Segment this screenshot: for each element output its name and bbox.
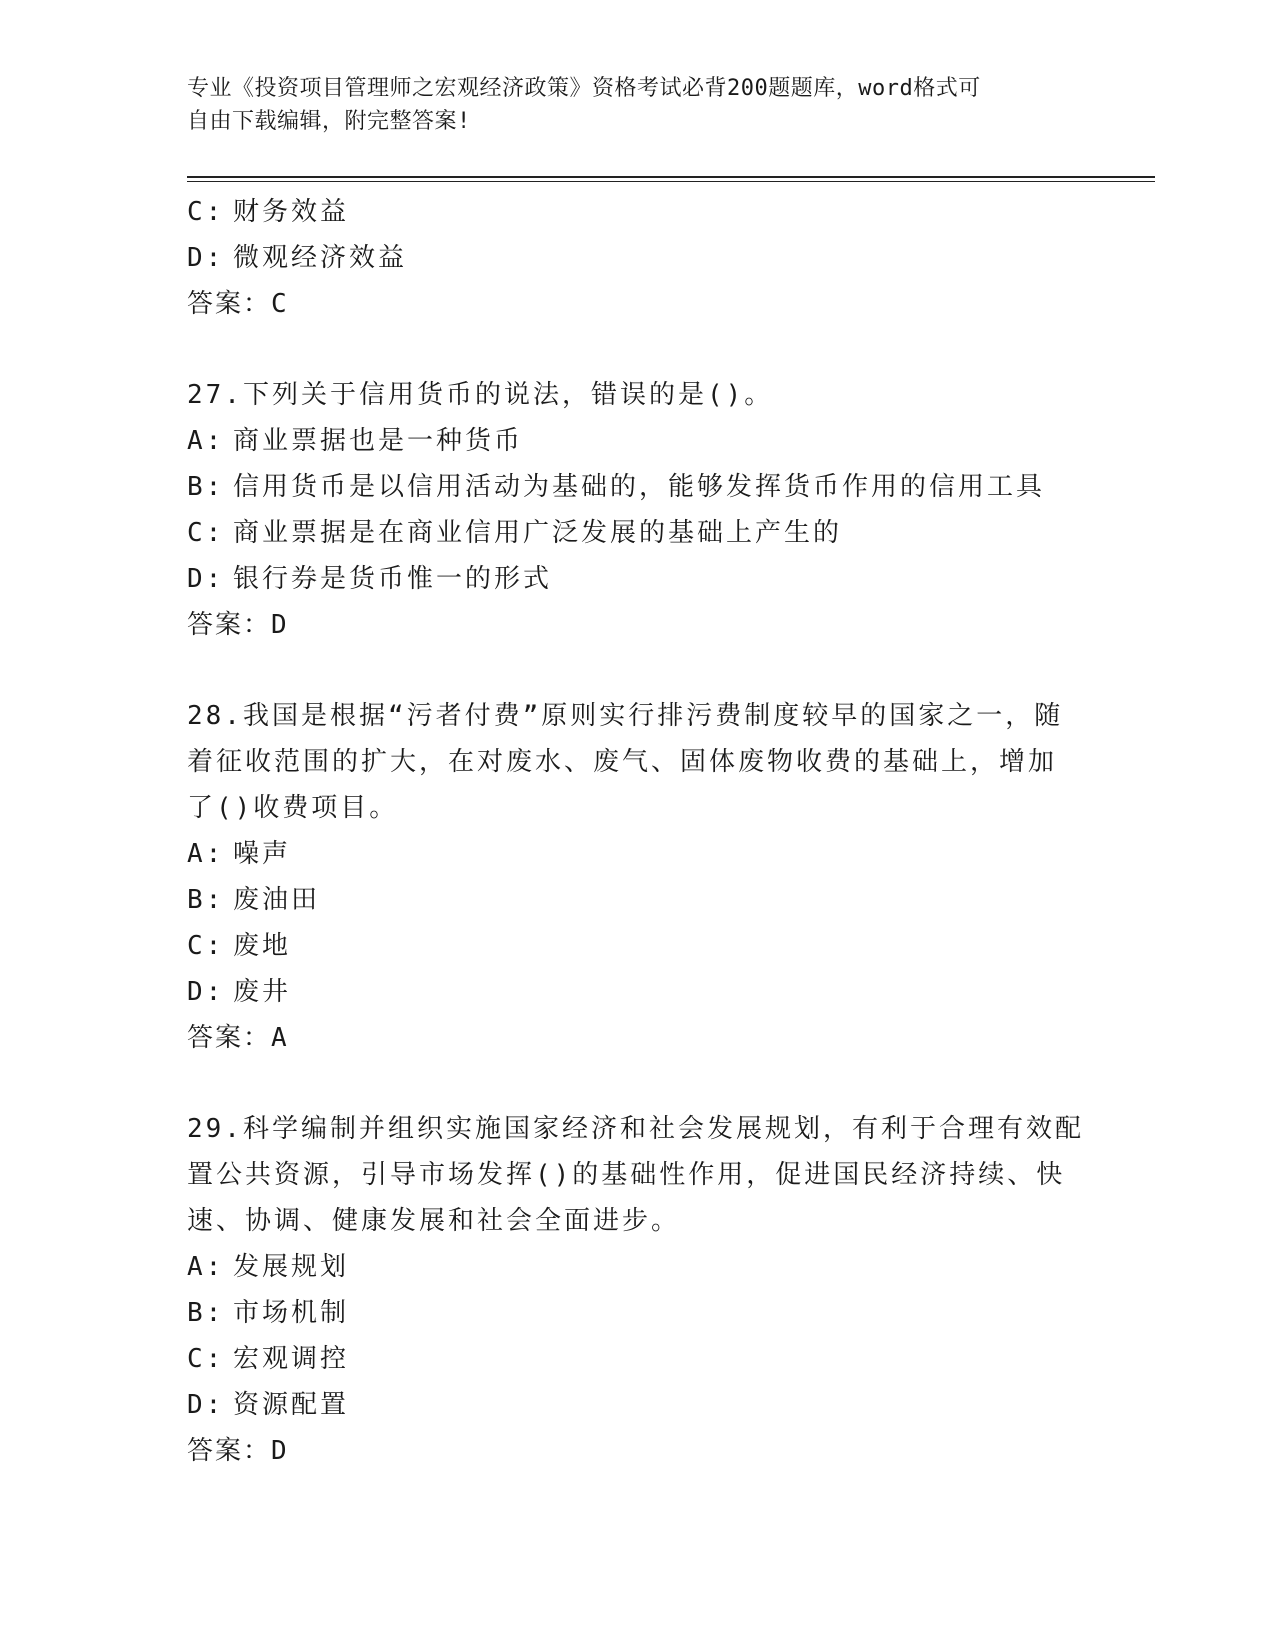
option-label: D: [187, 977, 225, 1007]
option-b [187, 464, 1087, 510]
option-a [187, 418, 1087, 464]
question-stem: 29.科学编制并组织实施国家经济和社会发展规划，有利于合理有效配 置公共资源，引导市场发挥()的基础性作用，促进国民经济持续、快 速、协调、健康发展和社会全面进步。 [187, 1114, 1084, 1236]
question-block [187, 1106, 1087, 1474]
option-text: 噪声 [233, 839, 292, 869]
header-line-1: 专业《投资项目管理师之宏观经济政策》资格考试必背200题题库，word格式可 [187, 76, 981, 101]
answer: 答案：D [187, 1436, 289, 1466]
option-text: 商业票据是在商业信用广泛发展的基础上产生的 [233, 518, 843, 548]
question-stem: 27.下列关于信用货币的说法，错误的是()。 [187, 380, 774, 410]
answer: 答案：D [187, 610, 289, 640]
answer: 答案：C [187, 289, 289, 319]
option-label: C: [187, 1344, 225, 1374]
option-text: 商业票据也是一种货币 [233, 426, 524, 456]
option-d [187, 235, 1087, 281]
answer: 答案：A [187, 1023, 289, 1053]
header-line-2: 自由下载编辑，附完整答案! [187, 109, 471, 134]
option-c [187, 510, 1087, 556]
option-label: B: [187, 472, 225, 502]
option-label: A: [187, 1252, 225, 1282]
option-label: A: [187, 426, 225, 456]
question-block [187, 693, 1087, 1061]
option-label: D: [187, 564, 225, 594]
document-header [187, 72, 1067, 138]
option-text: 信用货币是以信用活动为基础的，能够发挥货币作用的信用工具 [233, 472, 1046, 502]
option-d [187, 1382, 1087, 1428]
option-c [187, 189, 1087, 235]
question-list [187, 189, 1087, 1474]
question-block [187, 372, 1087, 648]
header-divider-thin [187, 181, 1155, 182]
option-label: C: [187, 518, 225, 548]
option-text: 微观经济效益 [233, 243, 408, 273]
option-text: 财务效益 [233, 197, 350, 227]
header-divider [187, 176, 1155, 178]
option-text: 废地 [233, 931, 292, 961]
option-text: 资源配置 [233, 1390, 350, 1420]
option-text: 银行券是货币惟一的形式 [233, 564, 553, 594]
option-d [187, 556, 1087, 602]
option-c [187, 1336, 1087, 1382]
option-label: B: [187, 1298, 225, 1328]
option-c [187, 923, 1087, 969]
option-text: 废油田 [233, 885, 321, 915]
option-text: 发展规划 [233, 1252, 350, 1282]
option-label: C: [187, 197, 225, 227]
option-b [187, 877, 1087, 923]
option-a [187, 831, 1087, 877]
option-d [187, 969, 1087, 1015]
question-block [187, 189, 1087, 327]
option-text: 市场机制 [233, 1298, 350, 1328]
option-b [187, 1290, 1087, 1336]
option-label: C: [187, 931, 225, 961]
question-stem: 28.我国是根据“污者付费”原则实行排污费制度较早的国家之一，随 着征收范围的扩大，在对废水、废气、固体废物收费的基础上，增加 了()收费项目。 [187, 701, 1064, 823]
option-a [187, 1244, 1087, 1290]
option-text: 宏观调控 [233, 1344, 350, 1374]
option-label: D: [187, 1390, 225, 1420]
option-label: B: [187, 885, 225, 915]
option-label: A: [187, 839, 225, 869]
option-label: D: [187, 243, 225, 273]
option-text: 废井 [233, 977, 292, 1007]
